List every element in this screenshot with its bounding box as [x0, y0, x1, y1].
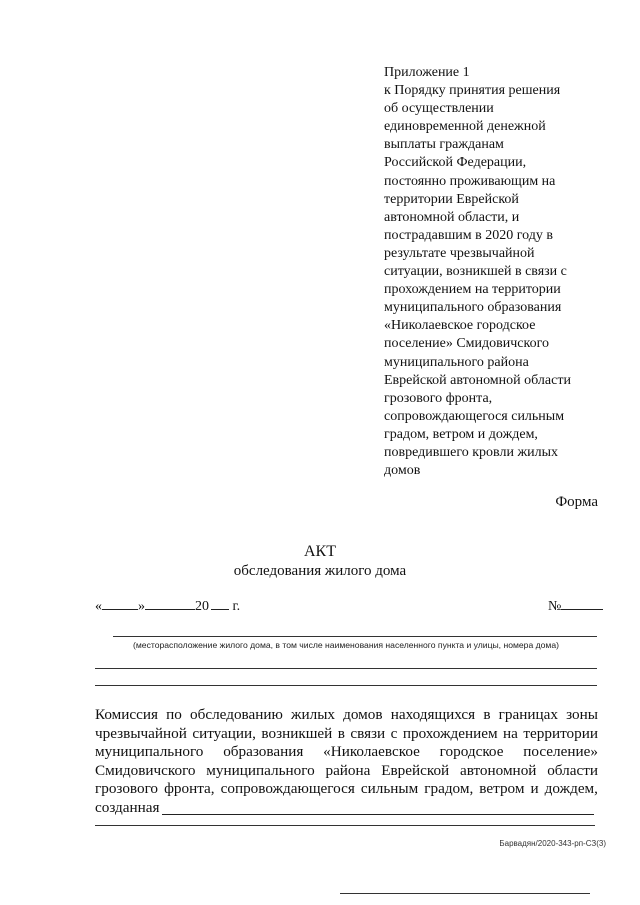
commission-word: по: [166, 706, 182, 723]
commission-word: ситуации,: [192, 724, 256, 742]
document-stamp: Барвадян/2020-343-рп-СЗ(3): [499, 839, 606, 848]
commission-continuation-line[interactable]: [95, 825, 595, 826]
commission-word: возникшей: [261, 724, 333, 742]
commission-word: прохождением: [402, 724, 498, 742]
commission-word: территории: [523, 724, 598, 742]
commission-word: «Николаевское: [323, 743, 420, 761]
commission-word: чрезвычайной: [95, 724, 187, 742]
commission-word: района: [325, 761, 371, 779]
location-caption: (месторасположение жилого дома, в том числе наименования населенного пункта и улицы, номера дома): [133, 640, 559, 650]
appendix-line: автономной области, и: [384, 209, 520, 225]
appendix-line: поселение» Смидовичского: [384, 336, 549, 352]
day-field[interactable]: [102, 595, 138, 610]
commission-line: [95, 762, 598, 781]
commission-word: на: [503, 724, 518, 742]
number-sign: №: [548, 599, 562, 614]
appendix-line: домов: [384, 463, 421, 479]
appendix-block: [384, 64, 599, 480]
commission-word: границах: [498, 706, 558, 723]
commission-word: области: [547, 761, 598, 779]
commission-word: в: [483, 706, 491, 723]
appendix-line: выплаты гражданам: [384, 137, 504, 153]
year-prefix: 20: [195, 599, 209, 614]
appendix-line: Приложение 1: [384, 65, 470, 80]
commission-word: с: [390, 724, 398, 742]
commission-word: грозового: [95, 780, 159, 798]
commission-line: [95, 743, 598, 762]
commission-word: Еврейской: [381, 761, 450, 779]
appendix-line: муниципального образования: [384, 300, 562, 316]
act-number-field[interactable]: [561, 595, 603, 610]
form-label: Форма: [555, 494, 598, 510]
appendix-line: градом, ветром и дождем,: [384, 426, 538, 442]
appendix-line: об осуществлении: [384, 101, 494, 117]
commission-line: [95, 706, 598, 725]
commission-word: в: [337, 724, 345, 742]
appendix-line: «Николаевское городское: [384, 318, 536, 334]
year-suffix: г.: [232, 599, 241, 614]
commission-word: жилых: [291, 706, 335, 723]
created-by-field[interactable]: [162, 799, 594, 815]
created-word: созданная: [95, 798, 160, 816]
commission-word: связи: [350, 724, 386, 742]
commission-word: дождем,: [544, 780, 598, 798]
commission-paragraph: [95, 706, 598, 818]
commission-word: Смидовичского: [95, 761, 196, 779]
appendix-line: Еврейской автономной области: [384, 372, 571, 388]
act-number: [548, 595, 603, 615]
appendix-line: прохождением на территории: [384, 282, 561, 298]
appendix-line: Российской Федерации,: [384, 155, 527, 171]
close-quote: »: [138, 599, 145, 614]
commission-word: муниципального: [206, 761, 315, 779]
appendix-line: к Порядку принятия решения: [384, 83, 561, 99]
location-line-3[interactable]: [95, 685, 597, 686]
commission-line: [95, 725, 598, 744]
appendix-line: грозового фронта,: [384, 390, 493, 406]
appendix-line: территории Еврейской: [384, 191, 519, 207]
commission-word: сопровождающегося: [220, 780, 355, 798]
appendix-line: повредившего кровли жилых: [384, 444, 559, 460]
act-subtitle: обследования жилого дома: [233, 563, 407, 579]
year-field[interactable]: [211, 595, 229, 610]
location-line-1[interactable]: [113, 636, 597, 637]
commission-word: фронта,: [164, 780, 215, 798]
commission-word: муниципального: [95, 743, 204, 761]
appendix-line: постоянно проживающим на: [384, 173, 556, 189]
appendix-line: ситуации, возникшей в связи с: [384, 264, 567, 280]
footer-rule: [340, 893, 590, 894]
commission-word: сильным: [360, 780, 419, 798]
commission-word: ветром: [479, 780, 525, 798]
commission-line: [95, 799, 598, 818]
commission-word: поселение»: [523, 743, 598, 761]
commission-word: домов: [343, 706, 383, 723]
appendix-line: сопровождающегося сильным: [384, 408, 565, 424]
location-line-2[interactable]: [95, 668, 597, 669]
appendix-line: пострадавшим в 2020 году в: [384, 227, 553, 243]
commission-word: градом,: [424, 780, 474, 798]
commission-word: и: [530, 780, 539, 798]
commission-word: Комиссия: [95, 706, 159, 723]
act-title: АКТ: [304, 543, 336, 560]
commission-word: зоны: [566, 706, 598, 723]
appendix-line: единовременной денежной: [384, 119, 546, 135]
commission-word: городское: [439, 743, 504, 761]
commission-word: обследованию: [190, 706, 283, 723]
date-row: [95, 595, 240, 615]
commission-line: [95, 780, 598, 799]
appendix-line: результате чрезвычайной: [384, 245, 535, 261]
month-field[interactable]: [145, 595, 195, 610]
commission-word: автономной: [459, 761, 537, 779]
open-quote: «: [95, 599, 102, 614]
commission-word: образования: [223, 743, 304, 761]
commission-word: находящихся: [390, 706, 476, 723]
appendix-line: муниципального района: [384, 354, 529, 370]
